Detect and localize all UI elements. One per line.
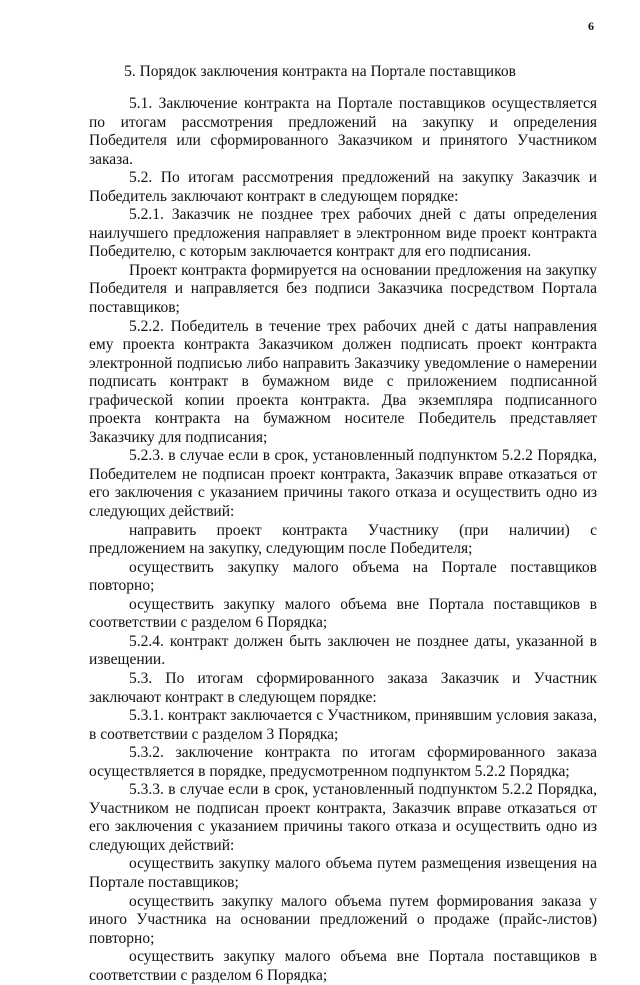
list-item-repeat-on-portal: осуществить закупку малого объема на Портале поставщиков повторно;: [89, 558, 597, 595]
paragraph-5-3: 5.3. По итогам сформированного заказа Заказчик и Участник заключают контракт в следующем порядке:: [89, 669, 597, 706]
paragraph-5-3-3: 5.3.3. в случае если в срок, установленный подпунктом 5.2.2 Порядка, Участником не подписан проект контракта, Заказчик вправе отказаться от его заключения с указанием причины такого отказа и осуществить одно из следующих действий:: [89, 781, 597, 854]
list-item-notice-on-portal: осуществить закупку малого объема путем размещения извещения на Портале поставщиков;: [89, 855, 597, 891]
paragraph-5-2-4: 5.2.4. контракт должен быть заключен не позднее даты, указанной в извещении.: [89, 632, 597, 669]
paragraph-5-3-1: 5.3.1. контракт заключается с Участником, принявшим условия заказа, в соответствии с разделом 3 Порядка;: [89, 707, 597, 743]
list-item-order-from-other-participant: осуществить закупку малого объема путем формирования заказа у иного Участника на основании предложений о продаже (прайс-листов) повторно;: [89, 892, 597, 947]
section-heading: 5. Порядок заключения контракта на Портале поставщиков: [124, 63, 516, 80]
paragraph-5-2: 5.2. По итогам рассмотрения предложений на закупку Заказчик и Победитель заключают контракт в следующем порядке:: [89, 169, 597, 205]
paragraph-5-1: 5.1. Заключение контракта на Портале поставщиков осуществляется по итогам рассмотрения предложений на закупку и определения Победителя или сформированного Заказчиком и принятого Участником заказа.: [89, 95, 597, 168]
paragraph-5-3-2: 5.3.2. заключение контракта по итогам сформированного заказа осуществляется в порядке, предусмотренном подпунктом 5.2.2 Порядка;: [89, 744, 597, 780]
paragraph-5-2-2: 5.2.2. Победитель в течение трех рабочих дней с даты направления ему проекта контракта Заказчиком должен подписать проект контракта электронной подписью либо направить Заказчику уведомление о намерении подписать контракт в бумажном виде с приложением подписанной графической копии проекта контракта. Два экземпляра подписанного проекта контракта на бумажном носителе Победитель представляет Заказчику для подписания;: [89, 317, 597, 446]
page-number: 6: [588, 19, 594, 33]
list-item-outside-portal: осуществить закупку малого объема вне Портала поставщиков в соответствии с разделом 6 Порядка;: [89, 595, 597, 632]
document-body: [89, 95, 597, 985]
paragraph-5-2-1-draft: Проект контракта формируется на основании предложения на закупку Победителя и направляется без подписи Заказчика посредством Портала поставщиков;: [89, 261, 597, 317]
paragraph-5-2-1: 5.2.1. Заказчик не позднее трех рабочих дней с даты определения наилучшего предложения направляет в электронном виде проект контракта Победителю, с которым заключается контракт для его подписания.: [89, 206, 597, 261]
list-item-outside-portal-2: осуществить закупку малого объема вне Портала поставщиков в соответствии с разделом 6 Порядка;: [89, 948, 597, 984]
paragraph-5-2-3: 5.2.3. в случае если в срок, установленный подпунктом 5.2.2 Порядка, Победителем не подписан проект контракта, Заказчик вправе отказаться от его заключения с указанием причины такого отказа и осуществить одно из следующих действий:: [89, 447, 597, 521]
list-item-send-to-participant: направить проект контракта Участнику (при наличии) с предложением на закупку, следующим после Победителя;: [89, 521, 597, 558]
